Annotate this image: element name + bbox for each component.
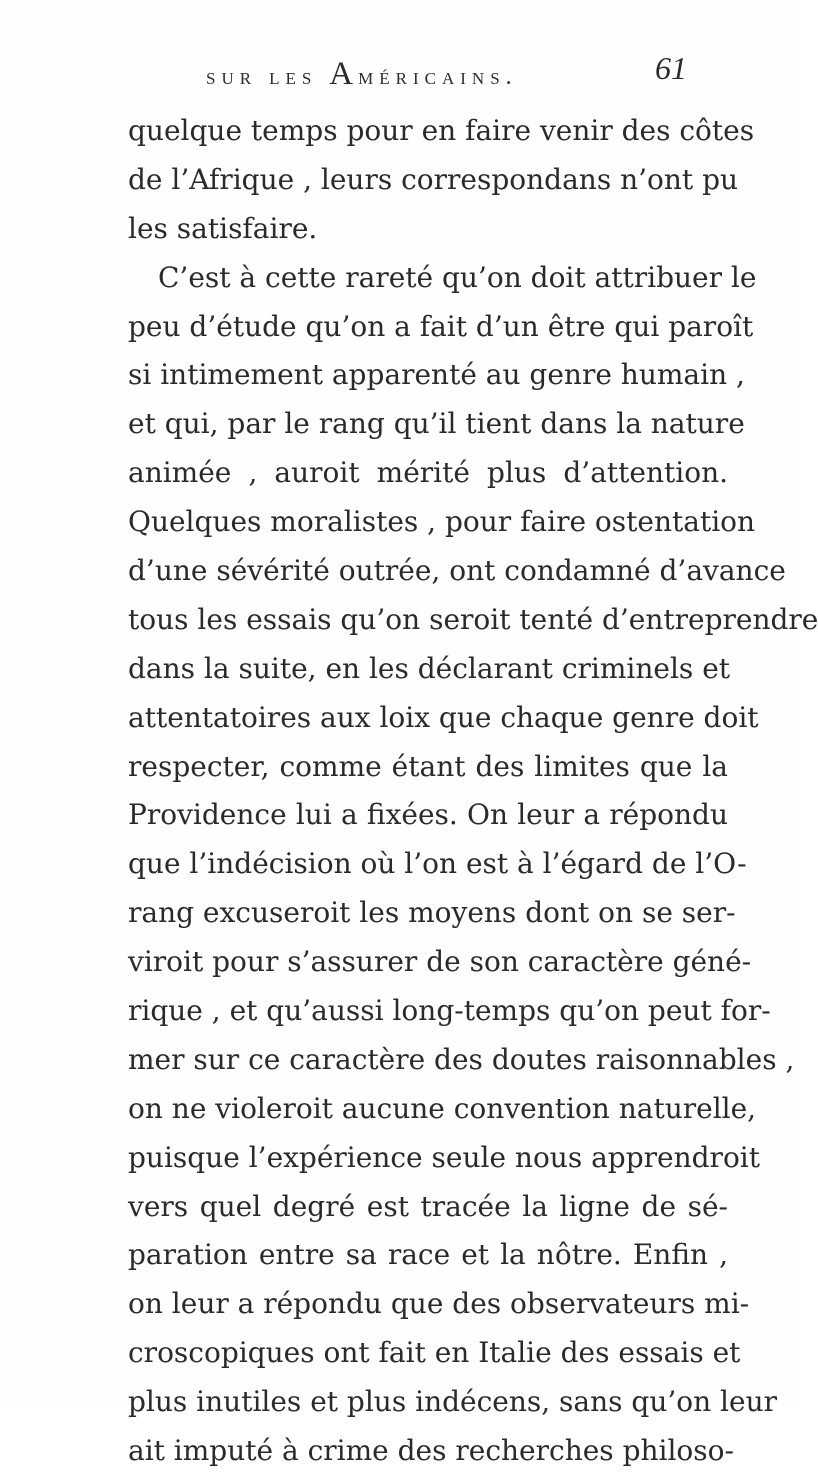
text-line: croscopiques ont fait en Italie des essais et xyxy=(128,1336,741,1370)
text-line: les satisfaire. xyxy=(128,211,318,245)
text-line: on ne violeroit aucune convention naturelle, xyxy=(128,1091,757,1125)
text-line: Quelques moralistes , pour faire ostentation xyxy=(128,505,756,539)
text-line: ait imputé à crime des recherches philoso- xyxy=(128,1434,734,1468)
text-line: et qui, par le rang qu’il tient dans la nature xyxy=(128,407,745,441)
text-line: viroit pour s’assurer de son caractère géné- xyxy=(128,945,752,979)
text-line: mer sur ce caractère des doutes raisonnables , xyxy=(128,1042,795,1076)
text-line: rique , et qu’aussi long-temps qu’on peut for- xyxy=(128,994,771,1028)
text-line: quelque temps pour en faire venir des côtes xyxy=(128,114,755,147)
running-head-prefix: sur les xyxy=(206,64,330,90)
text-line: de l’Afrique , leurs correspondans n’ont pu xyxy=(128,162,739,196)
text-line: animée , auroit mérité plus d’attention. xyxy=(128,456,728,490)
text-line: attentatoires aux loix que chaque genre doit xyxy=(128,700,759,734)
page-number: 61 xyxy=(655,50,687,86)
text-line: paration entre sa race et la nôtre. Enfin , xyxy=(128,1238,728,1272)
text-line: d’une sévérité outrée, ont condamné d’avance xyxy=(128,554,786,588)
text-line: vers quel degré est tracée la ligne de sé- xyxy=(128,1189,728,1223)
text-line: Providence lui a fixées. On leur a répondu xyxy=(128,798,728,832)
running-head-title xyxy=(206,56,518,93)
text-line: puisque l’expérience seule nous apprendroit xyxy=(128,1140,761,1174)
text-line: peu d’étude qu’on a fait d’un être qui paroît xyxy=(128,309,754,343)
running-head-rest: méricains. xyxy=(358,64,518,90)
text-line: rang excuseroit les moyens dont on se ser- xyxy=(128,896,736,930)
text-line: respecter, comme étant des limites que la xyxy=(128,749,728,783)
text-line: dans la suite, en les déclarant criminels et xyxy=(128,651,731,685)
text-line: tous les essais qu’on seroit tenté d’entreprendre xyxy=(128,602,818,636)
text-line: plus inutiles et plus indécens, sans qu’on leur xyxy=(128,1385,778,1419)
text-line: C’est à cette rareté qu’on doit attribuer le xyxy=(158,260,757,294)
body-text xyxy=(128,107,818,1476)
text-line: on leur a répondu que des observateurs mi- xyxy=(128,1287,750,1321)
running-head-capital: A xyxy=(329,56,359,92)
text-line: si intimement apparenté au genre humain , xyxy=(128,358,745,392)
running-head xyxy=(0,50,801,94)
text-line: que l’indécision où l’on est à l’égard de l’O- xyxy=(128,847,747,881)
